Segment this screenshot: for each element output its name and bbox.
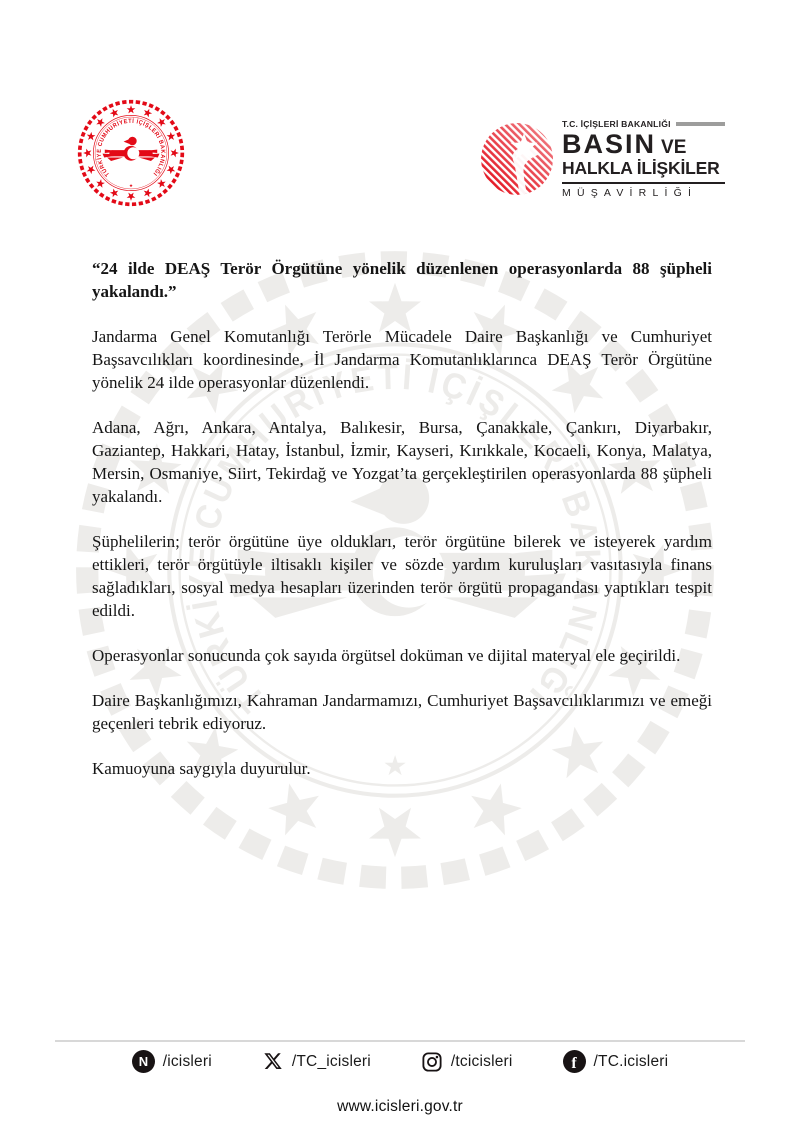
press-office-title-suffix: VE: [661, 137, 687, 158]
paragraph-suspect-findings: Şüphelilerin; terör örgütüne üye oldukları, terör örgütüne bilerek ve isteyerek yardım ettikleri, terör örgütüyle iltisaklı kişiler ve sözde yardım kuruluşları vasıtasıyla finans sağladıkları, sosyal medya hesapları üzerinden terör örgütü propagandası yaptıkları tespit edildi.: [92, 532, 712, 620]
x-icon: [262, 1051, 284, 1073]
press-office-title-bottom: MÜŞAVİRLİĞİ: [562, 186, 698, 199]
press-office-divider: [562, 182, 725, 184]
instagram-icon: [421, 1051, 443, 1073]
press-release-body: [92, 257, 712, 802]
press-office-ministry-label: T.C. İÇİŞLERİ BAKANLIĞI: [562, 119, 671, 129]
social-link-nsosyal[interactable]: [132, 1050, 212, 1073]
footer-divider: [55, 1040, 745, 1042]
paragraph-seized-materials: Operasyonlar sonucunda çok sayıda örgütsel doküman ve dijital materyal ele geçirildi.: [92, 646, 681, 665]
social-link-facebook[interactable]: [563, 1050, 669, 1073]
social-handle-x: /TC_icisleri: [291, 1052, 371, 1070]
social-links-row: [0, 1050, 800, 1073]
facebook-icon: f: [563, 1050, 586, 1073]
social-link-instagram[interactable]: [421, 1050, 513, 1073]
social-link-x[interactable]: [262, 1050, 371, 1073]
ministry-seal-logo: [74, 96, 188, 210]
paragraph-provinces-list: Adana, Ağrı, Ankara, Antalya, Balıkesir, Bursa, Çanakkale, Çankırı, Diyarbakır, Gaziantep, Hakkari, Hatay, İstanbul, İzmir, Kayseri, Kırıkkale, Kocaeli, Konya, Malatya, Mersin, Osmaniye, Siirt, Tekirdağ ve Yozgat’ta gerçekleştirilen operasyonlarda 88 şüpheli yakalandı.: [92, 418, 712, 506]
paragraph-operation-summary: Jandarma Genel Komutanlığı Terörle Mücadele Daire Başkanlığı ve Cumhuriyet Başsavcılıkları koordinesinde, İl Jandarma Komutanlıklarınca DEAŞ Terör Örgütüne yönelik 24 ilde operasyonlar düzenlendi.: [92, 327, 712, 392]
website-url[interactable]: www.icisleri.gov.tr: [337, 1098, 463, 1115]
social-handle-nsosyal: /icisleri: [162, 1052, 212, 1070]
nsosyal-icon: N: [132, 1050, 155, 1073]
press-office-logo: [479, 118, 725, 199]
press-release-title: “24 ilde DEAŞ Terör Örgütüne yönelik düzenlenen operasyonlarda 88 şüpheli yakalandı.”: [92, 259, 712, 301]
press-office-bar: [676, 122, 725, 127]
paragraph-congratulations: Daire Başkanlığımızı, Kahraman Jandarmamızı, Cumhuriyet Başsavcılıklarımızı ve emeği geçenleri tebrik ediyoruz.: [92, 691, 712, 733]
press-office-emblem-icon: [479, 121, 555, 197]
social-handle-facebook: /TC.icisleri: [593, 1052, 669, 1070]
paragraph-closing: Kamuoyuna saygıyla duyurulur.: [92, 759, 311, 778]
press-office-title-big: BASIN: [562, 129, 657, 159]
social-handle-instagram: /tcicisleri: [450, 1052, 513, 1070]
press-office-title-mid: HALKLA İLİŞKİLER: [562, 158, 720, 178]
